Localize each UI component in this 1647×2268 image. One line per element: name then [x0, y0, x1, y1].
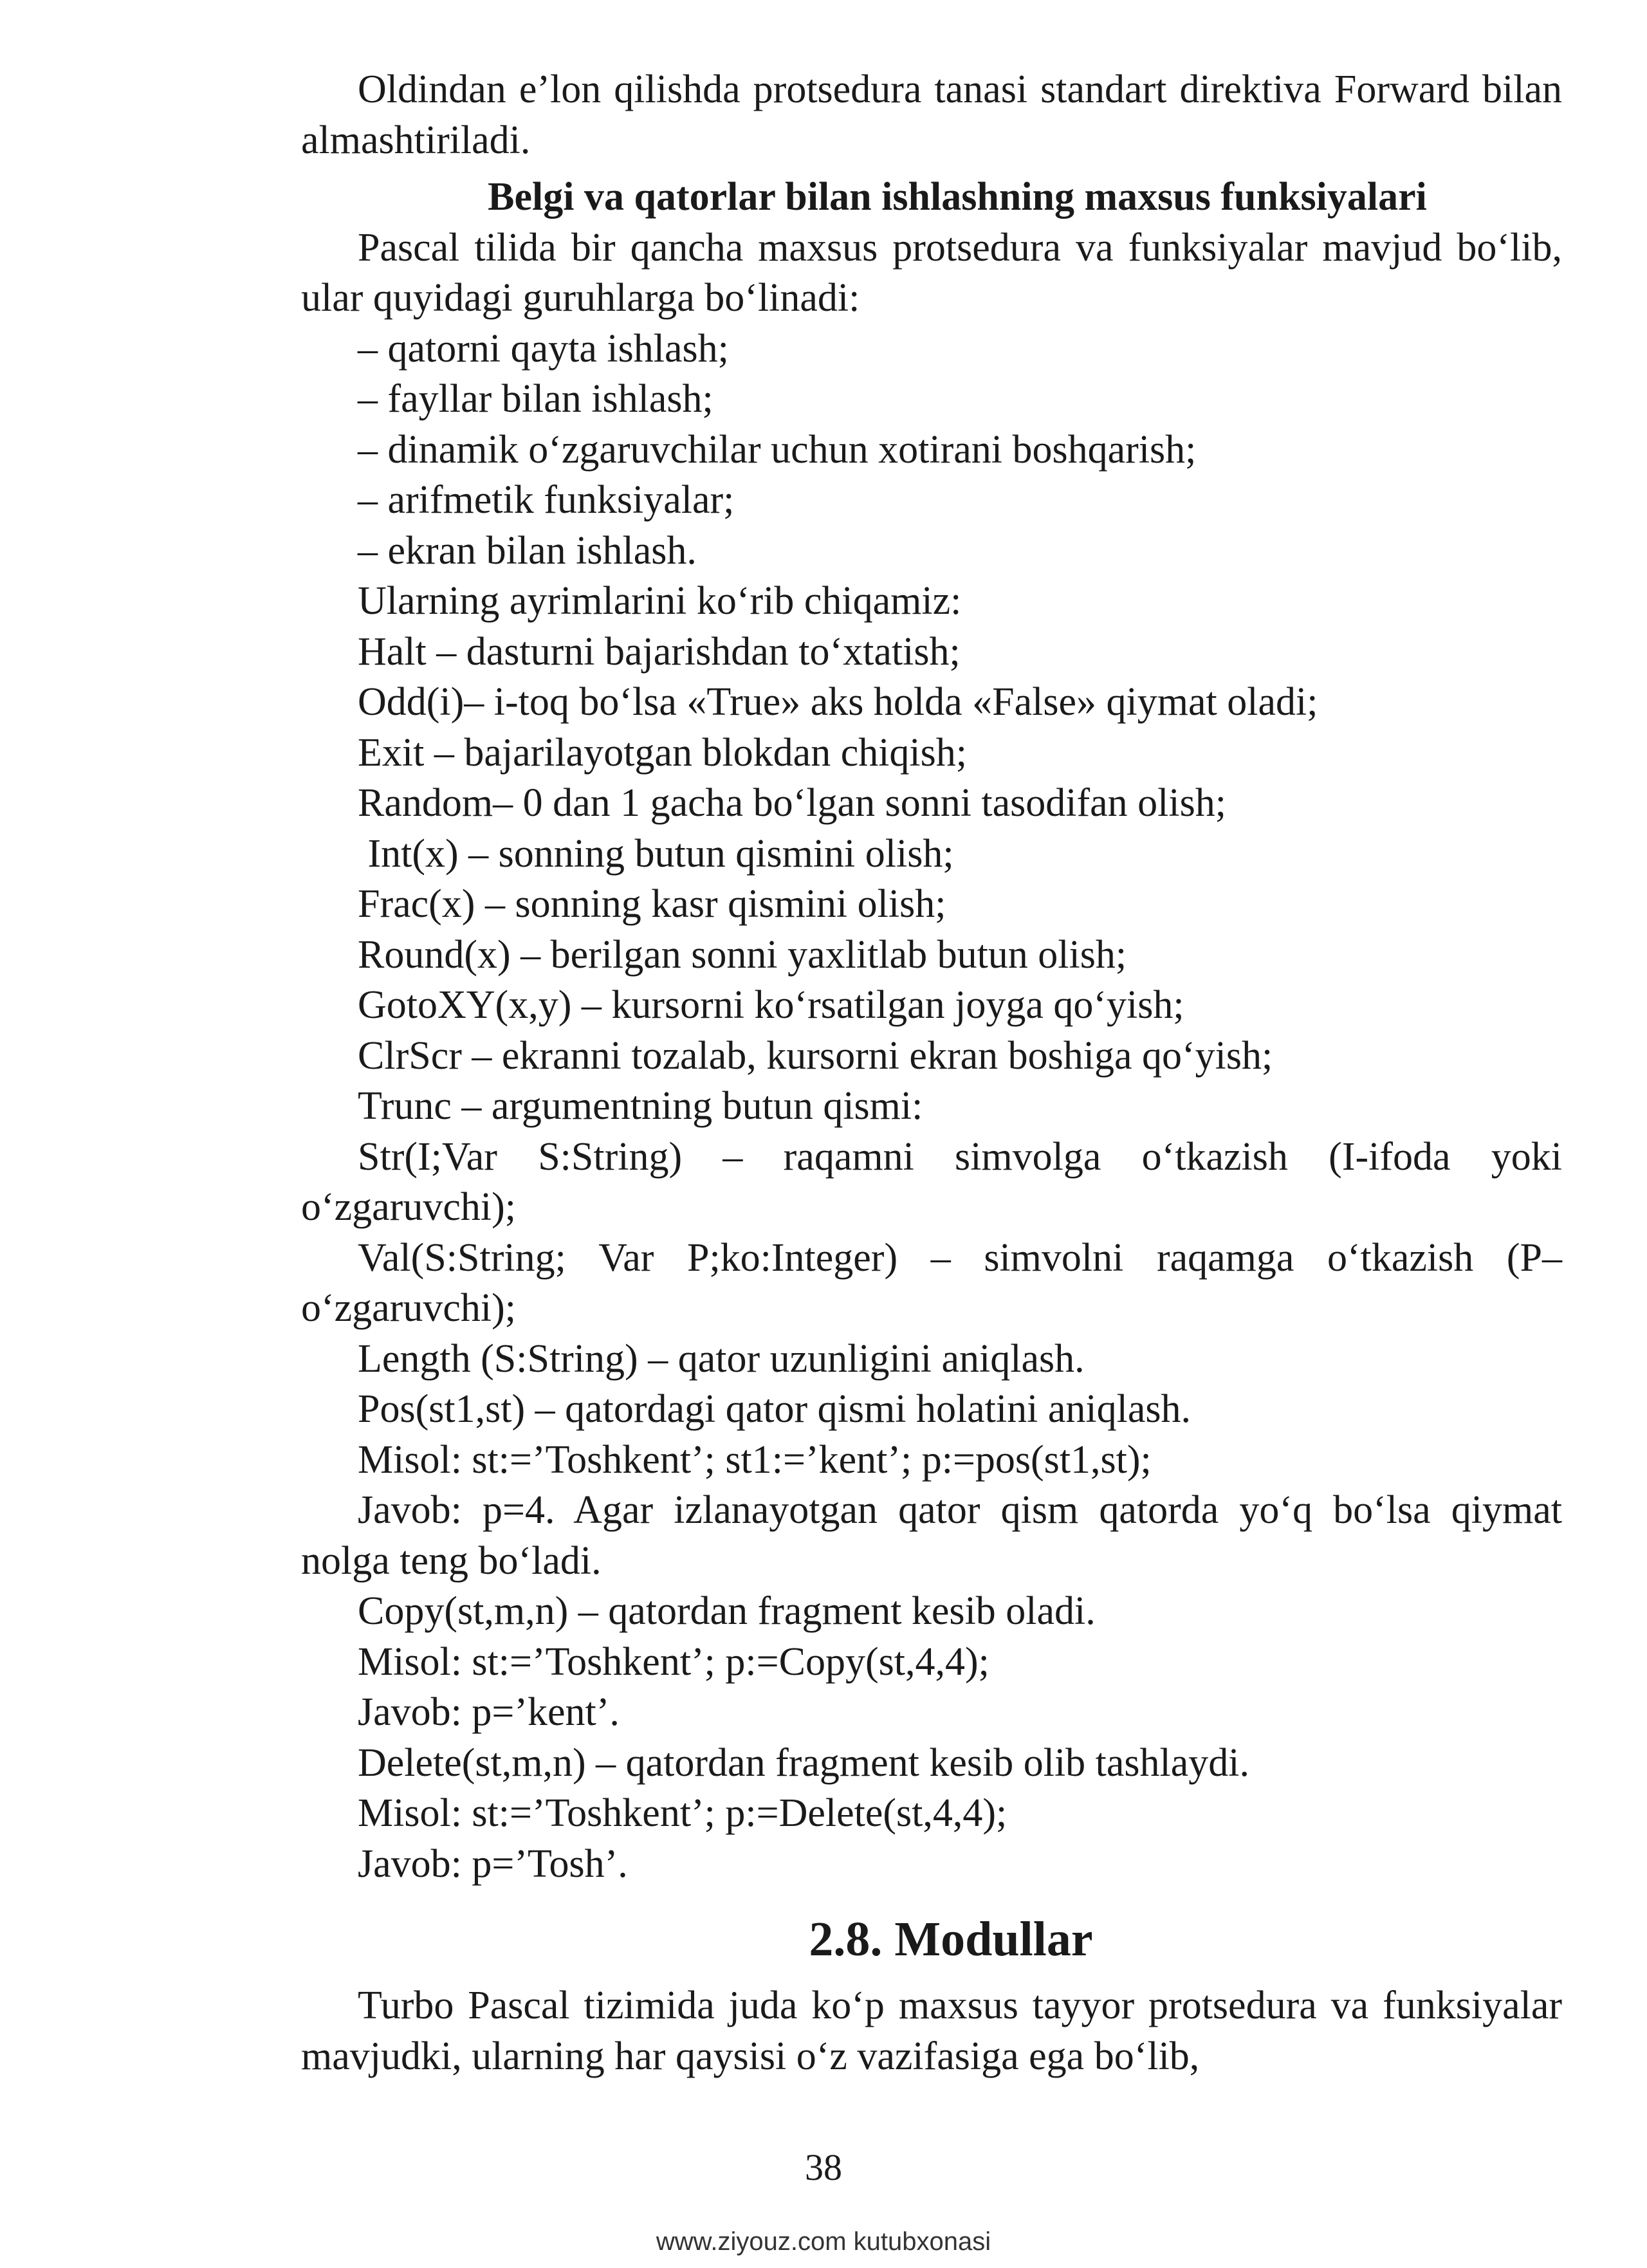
function-line: Int(x) – sonning butun qismini olish; — [358, 831, 954, 876]
function-line: Random– 0 dan 1 gacha bo‘lgan sonni tasodifan olish; — [358, 781, 1226, 825]
answer-line: Javob: p=’kent’. — [358, 1690, 620, 1734]
paragraph-forward: Oldindan e’lon qilishda protsedura tanasi standart direktiva Forward bilan almashtiriladi. — [301, 68, 1562, 162]
list-item: – ekran bilan ishlash. — [358, 528, 697, 573]
function-line: Halt – dasturni bajarishdan to‘xtatish; — [358, 629, 961, 674]
section-heading: Belgi va qatorlar bilan ishlashning maxsus funksiyalari — [488, 175, 1427, 219]
list-item: – arifmetik funksiyalar; — [358, 478, 735, 522]
function-line: Frac(x) – sonning kasr qismini olish; — [358, 882, 946, 926]
function-line: Copy(st,m,n) – qatordan fragment kesib oladi. — [358, 1589, 1096, 1633]
page-body — [301, 64, 1562, 2081]
function-line: Odd(i)– i-toq bo‘lsa «True» aks holda «False» qiymat oladi; — [358, 680, 1318, 724]
list-item: – fayllar bilan ishlash; — [358, 377, 713, 421]
answer-paragraph: Javob: p=4. Agar izlanayotgan qator qism qatorda yo‘q bo‘lsa qiymat nolga teng bo‘ladi. — [301, 1488, 1562, 1583]
function-line: Trunc – argumentning butun qismi: — [358, 1084, 923, 1128]
list-item: – dinamik o‘zgaruvchilar uchun xotirani boshqarish; — [358, 427, 1197, 472]
paragraph-modules: Turbo Pascal tizimida juda ko‘p maxsus tayyor protsedura va funksiyalar mavjudki, ularning har qaysisi o‘z vazifasiga ega bo‘lib, — [301, 1984, 1562, 2078]
function-line: Round(x) – berilgan sonni yaxlitlab butun olish; — [358, 932, 1127, 977]
function-line: Pos(st1,st) – qatordagi qator qismi holatini aniqlash. — [358, 1387, 1191, 1431]
answer-line: Javob: p=’Tosh’. — [358, 1841, 628, 1886]
function-line: Delete(st,m,n) – qatordan fragment kesib olib tashlaydi. — [358, 1740, 1250, 1785]
function-list — [301, 576, 1562, 1132]
section-title: 2.8. Modullar — [809, 1912, 1093, 1966]
function-val: Val(S:String; Var P;ko:Integer) – simvolni raqamga o‘tkazish (P– o‘zgaruvchi); — [301, 1235, 1562, 1330]
function-line: ClrScr – ekranni tozalab, kursorni ekran boshiga qo‘yish; — [358, 1033, 1273, 1078]
text-line: Ularning ayrimlarini ko‘rib chiqamiz: — [358, 579, 962, 623]
footer-source: www.ziyouz.com kutubxonasi — [656, 2227, 991, 2256]
page-number: 38 — [805, 2146, 842, 2188]
function-str: Str(I;Var S:String) – raqamni simvolga o‘tkazish (I-ifoda yoki o‘zgaruvchi); — [301, 1134, 1562, 1229]
example-line: Misol: st:=’Toshkent’; p:=Copy(st,4,4); — [358, 1639, 989, 1684]
copy-delete-block — [301, 1586, 1562, 1889]
example-line: Misol: st:=’Toshkent’; p:=Delete(st,4,4); — [358, 1791, 1008, 1835]
pos-block — [301, 1334, 1562, 1486]
group-list — [301, 324, 1562, 576]
function-line: Length (S:String) – qator uzunligini aniqlash. — [358, 1336, 1085, 1381]
function-line: Exit – bajarilayotgan blokdan chiqish; — [358, 730, 968, 775]
function-line: GotoXY(x,y) – kursorni ko‘rsatilgan joyga qo‘yish; — [358, 983, 1184, 1027]
list-item: – qatorni qayta ishlash; — [358, 326, 729, 371]
example-line: Misol: st:=’Toshkent’; st1:=’kent’; p:=pos(st1,st); — [358, 1437, 1152, 1482]
paragraph-intro: Pascal tilida bir qancha maxsus protsedura va funksiyalar mavjud bo‘lib, ular quyidagi guruhlarga bo‘linadi: — [301, 225, 1562, 320]
